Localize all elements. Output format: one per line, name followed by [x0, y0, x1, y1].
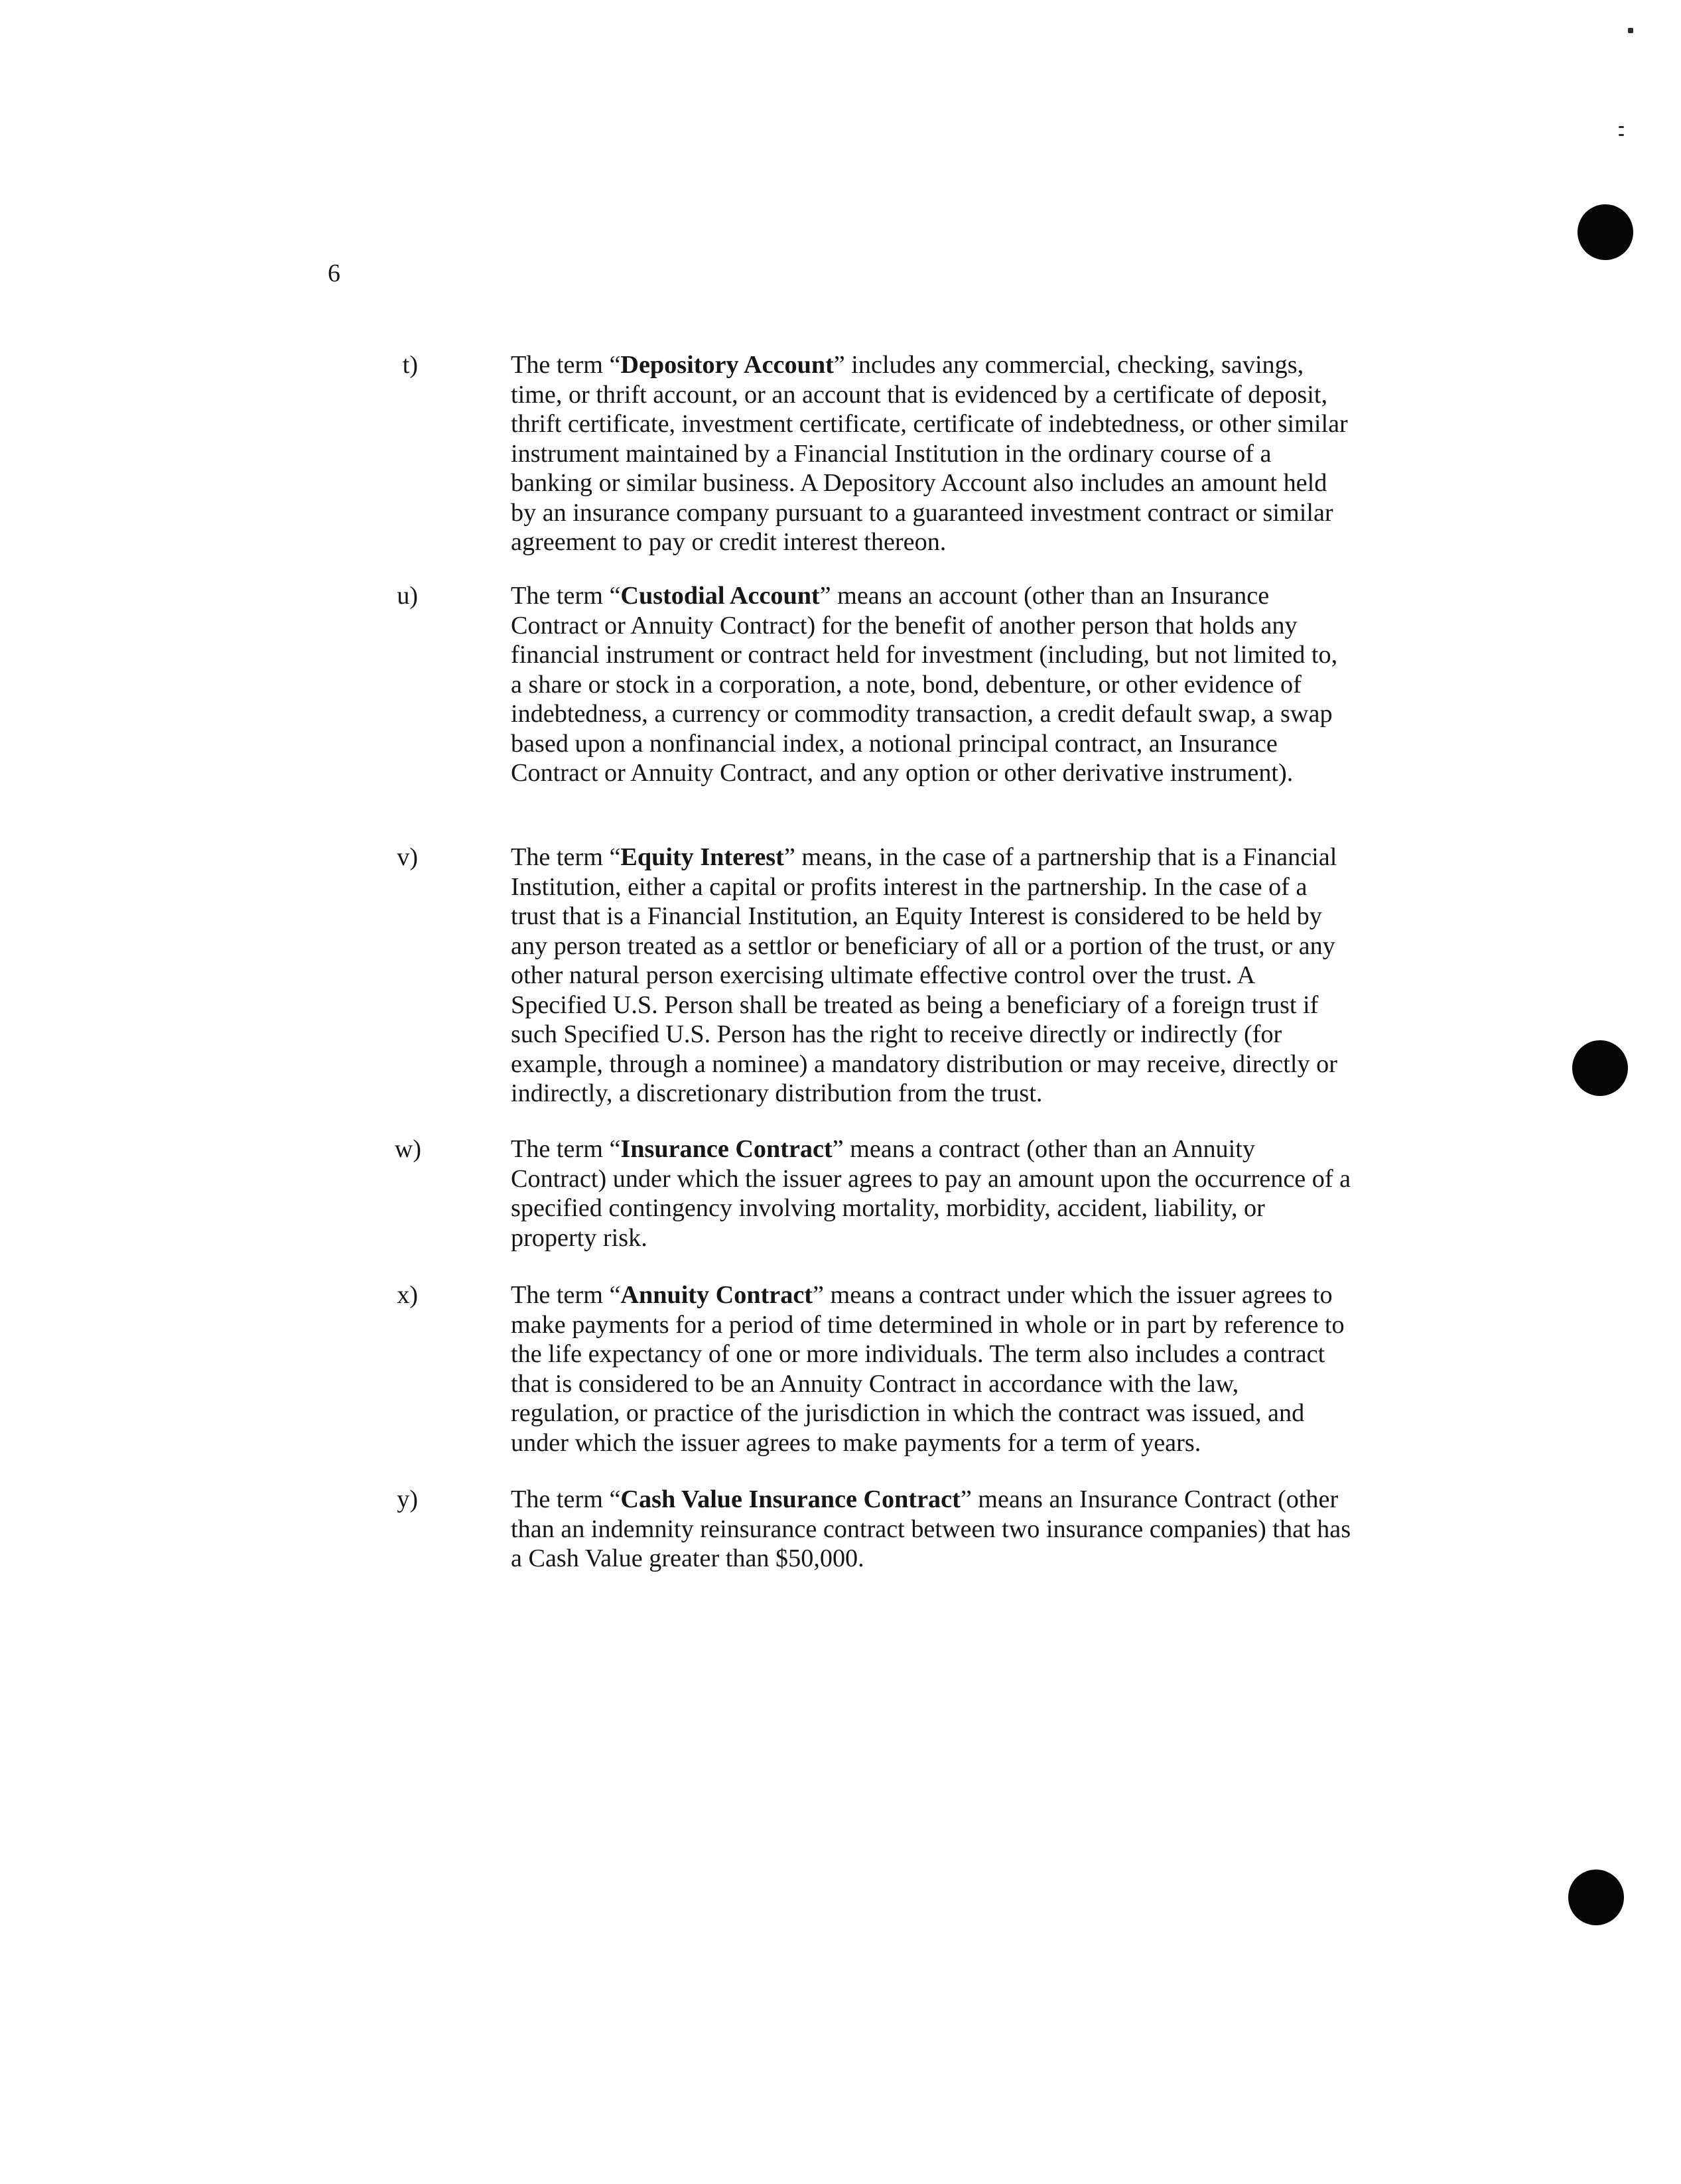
definition-text [511, 1280, 1353, 1458]
definition-text [511, 1134, 1353, 1253]
definition-prefix: The term “ [511, 1485, 621, 1513]
definition-text [511, 1485, 1353, 1574]
definition-text [511, 350, 1353, 557]
scan-speck [1619, 126, 1624, 128]
definition-prefix: The term “ [511, 843, 621, 871]
definition-text [511, 581, 1353, 788]
definition-label: v) [397, 843, 418, 871]
definition-prefix: The term “ [511, 1281, 621, 1309]
definition-label: y) [397, 1485, 418, 1513]
definition-body: ” means an Insurance Contract (other than an indemnity reinsurance contract between two insurance companies) that has a Cash Value greater than $50,000. [511, 1485, 1351, 1572]
defined-term: Depository Account [620, 351, 834, 379]
definition-body: ” means an account (other than an Insurance Contract or Annuity Contract) for the benefit of another person that holds any financial instrument or contract held for investment (including, but not limited to, a share or stock in a corporation, a note, bond, debenture, or other evidence of indebtedness, a currency or commodity transaction, a credit default swap, a swap based upon a nonfinancial index, a notional principal contract, an Insurance Contract or Annuity Contract, and any option or other derivative instrument). [511, 582, 1338, 787]
scan-speck [1628, 28, 1633, 33]
definition-label: u) [397, 582, 418, 610]
defined-term: Equity Interest [620, 843, 784, 871]
definition-prefix: The term “ [511, 351, 621, 379]
scan-speck [1619, 134, 1624, 136]
definition-prefix: The term “ [511, 582, 621, 610]
definition-text [511, 843, 1353, 1109]
definition-body: ” means, in the case of a partnership that is a Financial Institution, either a capital or profits interest in the partnership. In the case of a trust that is a Financial Institution, an Equity Interest is considered to be held by any person treated as a settlor or beneficiary of all or a portion of the trust, or any other natural person exercising ultimate effective control over the trust. A Specified U.S. Person shall be treated as being a beneficiary of a foreign trust if such Specified U.S. Person has the right to receive directly or indirectly (for example, through a nominee) a mandatory distribution or may receive, directly or indirectly, a discretionary distribution from the trust. [511, 843, 1337, 1107]
definition-label: w) [394, 1135, 421, 1163]
definition-body: ” means a contract (other than an Annuity Contract) under which the issuer agrees to pay an amount upon the occurrence of a specified contingency involving mortality, morbidity, accident, liability, or property risk. [511, 1135, 1351, 1252]
definition-prefix: The term “ [511, 1135, 621, 1163]
definition-label: t) [402, 351, 418, 379]
definition-label: x) [397, 1281, 418, 1309]
defined-term: Insurance Contract [620, 1135, 833, 1163]
punch-hole-middle [1572, 1040, 1628, 1096]
definition-body: ” includes any commercial, checking, savings, time, or thrift account, or an account that is evidenced by a certificate of deposit, thrift certificate, investment certificate, certificate of indebtedness, or other similar instrument maintained by a Financial Institution in the ordinary course of a banking or similar business. A Depository Account also includes an amount held by an insurance company pursuant to a guaranteed investment contract or similar agreement to pay or credit interest thereon. [511, 351, 1348, 556]
definition-body: ” means a contract under which the issuer agrees to make payments for a period of time determined in whole or in part by reference to the life expectancy of one or more individuals. The term also includes a contract that is considered to be an Annuity Contract in accordance with the law, regulation, or practice of the jurisdiction in which the contract was issued, and under which the issuer agrees to make payments for a term of years. [511, 1281, 1345, 1457]
defined-term: Custodial Account [620, 582, 820, 610]
punch-hole-top [1578, 204, 1633, 260]
defined-term: Cash Value Insurance Contract [620, 1485, 961, 1513]
punch-hole-bottom [1568, 1870, 1624, 1925]
page-number: 6 [328, 259, 340, 287]
defined-term: Annuity Contract [620, 1281, 813, 1309]
